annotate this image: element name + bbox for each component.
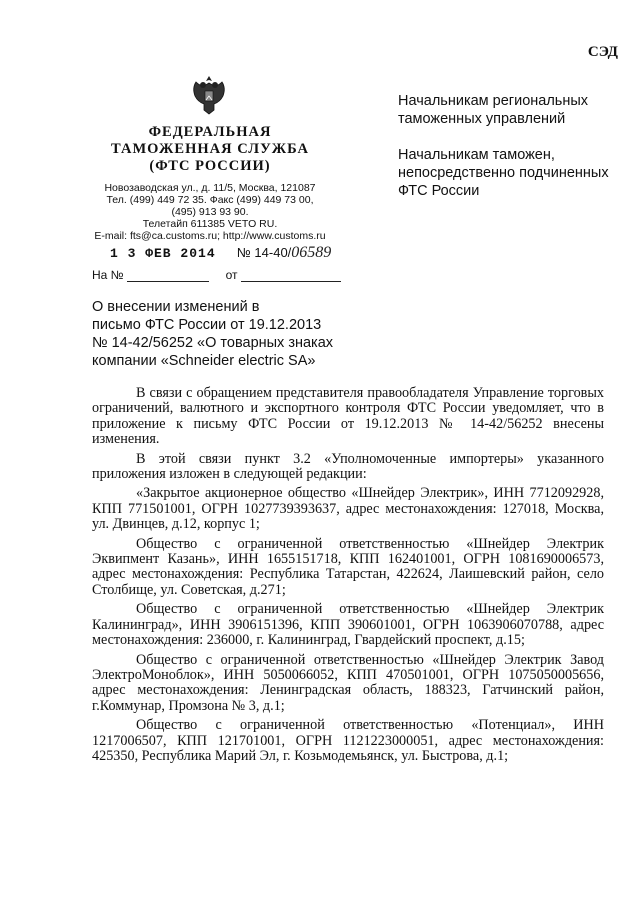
number-prefix: № 14-40/ xyxy=(236,245,292,260)
body-paragraph-clause: В этой связи пункт 3.2 «Уполномоченные импортеры» указанного приложения изложен в следующей редакции: xyxy=(92,450,604,483)
importer-entry-5: Общество с ограниченной ответственностью «Потенциал», ИНН 1217006507, КПП 121701001, ОГРН 1121223000051, адрес местонахождения: 425350, Республика Марий Эл, г. Козьмодемьянск, ул. Быстрова, д.1; xyxy=(92,717,604,764)
body-paragraph-intro: В связи с обращением представителя правообладателя Управление торговых ограничений, валютного и экспортного контроля ФТС России уведомляет, что в приложение к письму ФТС России от 19.12.2013 № 14-42/56252 внесены изменения. xyxy=(92,385,604,448)
date-stamp: 1 3 ФЕВ 2014 xyxy=(110,246,216,261)
date-number-line xyxy=(110,244,331,262)
importer-entry-3: Общество с ограниченной ответственностью «Шнейдер Электрик Калининград», ИНН 3906151396, КПП 390601001, ОГРН 1063906070788, адрес местонахождения: 236000, г. Калининград, Гвардейский проспект, д.15; xyxy=(92,601,604,649)
phone-line: Тел. (499) 449 72 35. Факс (499) 449 73 00, xyxy=(106,194,314,206)
email-line: E-mail: fts@ca.customs.ru; http://www.customs.ru xyxy=(94,230,326,242)
addressee-line: Начальникам региональных xyxy=(398,93,589,109)
addressee-line: Начальникам таможен, xyxy=(398,147,555,163)
reference-date-label: от xyxy=(225,268,238,282)
importer-entry-1: «Закрытое акционерное общество «Шнейдер Электрик», ИНН 7712092928, КПП 771501001, ОГРН 1027739393637, адрес местонахождения: 127018, Москва, ул. Двинцев, д.12, корпус 1; xyxy=(92,485,604,533)
importer-entry-2: Общество с ограниченной ответственностью «Шнейдер Электрик Эквипмент Казань», ИНН 1655151718, КПП 162401001, ОГРН 1081690006573, адрес местонахождения: Республика Татарстан, 422624, Лаишевский район, село Столбище, ул. Советская, д.271; xyxy=(92,535,604,598)
addressee-line: непосредственно подчиненных xyxy=(398,165,609,181)
letter-body xyxy=(92,386,604,764)
subject-line: письмо ФТС России от 19.12.2013 xyxy=(92,317,322,333)
subject-line: № 14-42/56252 «О товарных знаках xyxy=(92,335,334,351)
addressee-group-2 xyxy=(398,146,618,200)
importer-entry-4: Общество с ограниченной ответственностью «Шнейдер Электрик Завод ЭлектроМоноблок», ИНН 5050066052, КПП 470501001, ОГРН 1075050005656, адрес местонахождения: Ленинградская область, 188323, Гатчинский район, г.Коммунар, Промзона № 3, д.1; xyxy=(92,651,604,714)
org-name-line3: (ФТС РОССИИ) xyxy=(149,158,271,174)
handwritten-number: 06589 xyxy=(291,244,332,261)
address-line: Новозаводская ул., д. 11/5, Москва, 121087 xyxy=(104,182,316,194)
addressee-line: ФТС России xyxy=(398,183,480,199)
reference-number-blank xyxy=(127,269,209,282)
reference-number-label: На № xyxy=(92,268,124,282)
subject-line: О внесении изменений в xyxy=(92,299,260,315)
addressee-line: таможенных управлений xyxy=(398,111,566,127)
addressee-group-1 xyxy=(398,92,618,128)
letter-subject xyxy=(92,298,352,370)
teletype-line: Телетайп 611385 VETO RU. xyxy=(142,218,278,230)
sed-mark: СЭД xyxy=(587,44,618,60)
reference-line xyxy=(92,268,341,282)
reference-date-blank xyxy=(241,269,341,282)
org-name-line2: ТАМОЖЕННАЯ СЛУЖБА xyxy=(111,141,309,157)
phone-line-2: (495) 913 93 90. xyxy=(171,206,249,218)
coat-of-arms-emblem xyxy=(186,72,232,118)
org-name-line1: ФЕДЕРАЛЬНАЯ xyxy=(148,124,272,140)
subject-line: компании «Schneider electric SA» xyxy=(92,353,316,369)
